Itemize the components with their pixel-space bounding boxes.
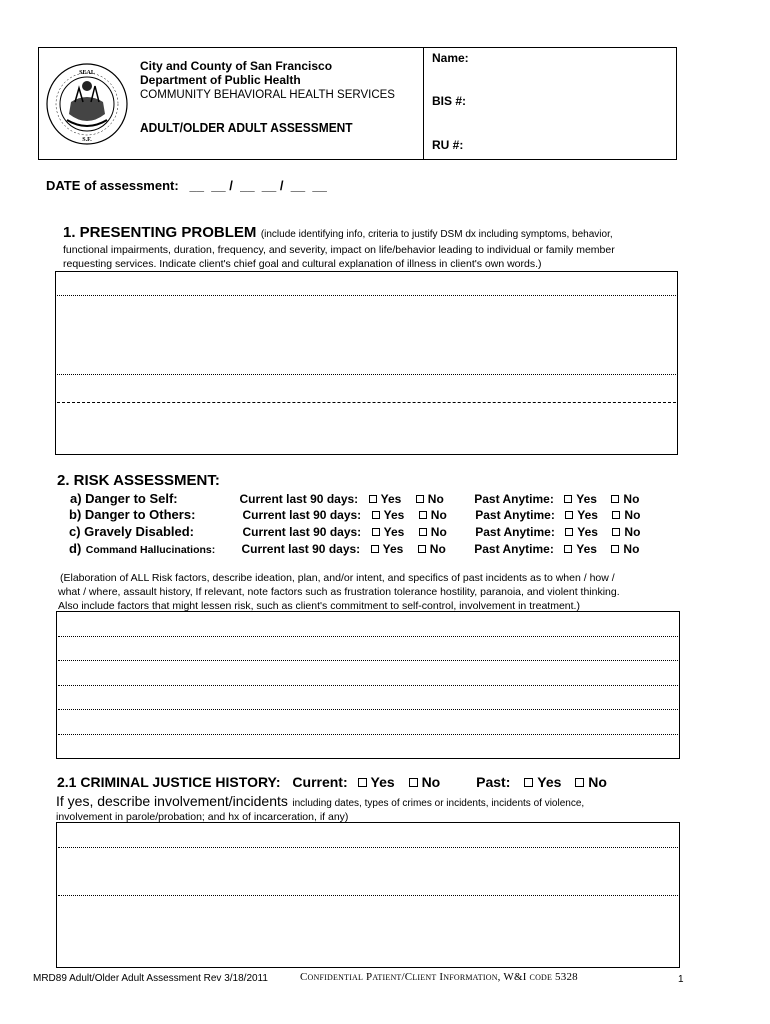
checkbox-icon (358, 778, 367, 787)
section1-line2: functional impairments, duration, frequency, and severity, impact on life/behavior leading to individual or family member (63, 244, 615, 256)
risk-label: a) Danger to Self: (70, 491, 178, 506)
risk-elaboration-line1: (Elaboration of ALL Risk factors, describe ideation, plan, and/or intent, and specifics of past incidents as to when / how / (60, 572, 615, 584)
svg-text:S.F.: S.F. (82, 137, 92, 143)
org-line-dept: Department of Public Health (140, 73, 301, 87)
current-label: Current last 90 days: (242, 525, 362, 539)
risk-label: d) Command Hallucinations: (69, 541, 216, 556)
criminal-past-yes-checkbox[interactable]: Yes (524, 774, 561, 790)
presenting-problem-textbox[interactable] (55, 271, 678, 455)
writing-line (57, 295, 676, 296)
criminal-past-no-checkbox[interactable]: No (575, 774, 607, 790)
past-label: Past Anytime: (475, 525, 555, 539)
bis-field-label[interactable]: BIS #: (432, 94, 467, 108)
confidential-notice: Confidential Patient/Client Information, W&I code 5328 (300, 971, 578, 983)
ru-field-label[interactable]: RU #: (432, 138, 464, 152)
checkbox-icon (524, 778, 533, 787)
describe-heading: If yes, describe involvement/incidents (56, 793, 288, 809)
checkbox-icon (611, 545, 619, 553)
section1-line3: requesting services. Indicate client's chief goal and cultural explanation of illness in client's own words.) (63, 258, 542, 270)
current-yes-checkbox[interactable]: Yes (372, 508, 405, 522)
risk-row-gravely-disabled (69, 523, 640, 541)
criminal-current-label: Current: (292, 774, 348, 790)
describe-line2: involvement in parole/probation; and hx of incarceration, if any) (56, 811, 349, 823)
writing-line (58, 709, 678, 710)
section21-describe (56, 793, 584, 811)
criminal-history-textbox[interactable] (56, 822, 680, 968)
past-no-checkbox[interactable]: No (611, 492, 639, 506)
checkbox-icon (418, 545, 426, 553)
risk-elaboration-line2: what / where, assault history, If relevant, note factors such as frustration tolerance hostility, paranoia, and violent thinking. (58, 586, 620, 598)
writing-line (58, 734, 678, 735)
past-yes-checkbox[interactable]: Yes (565, 508, 598, 522)
writing-line (57, 402, 676, 403)
past-no-checkbox[interactable]: No (611, 542, 639, 556)
writing-line (58, 895, 678, 896)
page-number: 1 (678, 974, 684, 985)
current-yes-checkbox[interactable]: Yes (369, 492, 402, 506)
checkbox-icon (564, 545, 572, 553)
risk-row-others (69, 506, 640, 524)
org-line-city: City and County of San Francisco (140, 59, 333, 73)
name-field-label[interactable]: Name: (432, 51, 469, 65)
risk-elaboration-line3: Also include factors that might lessen risk, such as client's commitment to self-control, involvement in treatment.) (58, 600, 580, 612)
checkbox-icon (371, 545, 379, 553)
section1-note: (include identifying info, criteria to justify DSM dx including symptoms, behavior, (260, 229, 613, 240)
section21-title: 2.1 CRIMINAL JUSTICE HISTORY: (57, 774, 281, 790)
past-no-checkbox[interactable]: No (612, 525, 640, 539)
risk-label: c) Gravely Disabled: (69, 524, 194, 539)
risk-label: b) Danger to Others: (69, 507, 196, 522)
current-no-checkbox[interactable]: No (419, 525, 447, 539)
form-header (38, 47, 677, 160)
past-no-checkbox[interactable]: No (612, 508, 640, 522)
section2-title: 2. RISK ASSESSMENT: (57, 472, 220, 489)
checkbox-icon (419, 528, 427, 536)
risk-row-command-hallucinations (69, 540, 639, 558)
current-label: Current last 90 days: (241, 542, 361, 556)
checkbox-icon (612, 511, 620, 519)
checkbox-icon (565, 528, 573, 536)
risk-elaboration-textbox[interactable] (56, 611, 680, 759)
describe-note: including dates, types of crimes or incidents, incidents of violence, (292, 798, 585, 809)
writing-line (57, 374, 676, 375)
current-label: Current last 90 days: (239, 492, 359, 506)
section1-title: 1. PRESENTING PROBLEM (63, 224, 257, 241)
current-label: Current last 90 days: (242, 508, 362, 522)
checkbox-icon (564, 495, 572, 503)
current-no-checkbox[interactable]: No (419, 508, 447, 522)
header-divider (423, 48, 424, 159)
writing-line (58, 847, 678, 848)
svg-text:SEAL: SEAL (79, 70, 95, 76)
checkbox-icon (372, 511, 380, 519)
date-of-assessment-field[interactable]: DATE of assessment: __ __ / __ __ / __ __ (46, 178, 327, 193)
past-yes-checkbox[interactable]: Yes (564, 542, 597, 556)
past-yes-checkbox[interactable]: Yes (564, 492, 597, 506)
current-yes-checkbox[interactable]: Yes (372, 525, 405, 539)
section1-heading (63, 224, 673, 242)
checkbox-icon (416, 495, 424, 503)
checkbox-icon (419, 511, 427, 519)
current-yes-checkbox[interactable]: Yes (371, 542, 404, 556)
current-no-checkbox[interactable]: No (416, 492, 444, 506)
past-label: Past Anytime: (474, 542, 554, 556)
criminal-current-no-checkbox[interactable]: No (409, 774, 441, 790)
org-line-service: COMMUNITY BEHAVIORAL HEALTH SERVICES (140, 89, 395, 101)
checkbox-icon (611, 495, 619, 503)
writing-line (58, 636, 678, 637)
checkbox-icon (612, 528, 620, 536)
checkbox-icon (372, 528, 380, 536)
criminal-past-label: Past: (476, 774, 511, 790)
writing-line (58, 660, 678, 661)
city-seal-icon (45, 62, 129, 146)
writing-line (58, 685, 678, 686)
past-yes-checkbox[interactable]: Yes (565, 525, 598, 539)
checkbox-icon (565, 511, 573, 519)
form-id: MRD89 Adult/Older Adult Assessment Rev 3/18/2011 (33, 973, 268, 984)
section21-heading (57, 774, 607, 790)
checkbox-icon (575, 778, 584, 787)
past-label: Past Anytime: (475, 508, 555, 522)
checkbox-icon (409, 778, 418, 787)
criminal-current-yes-checkbox[interactable]: Yes (358, 774, 395, 790)
form-title: ADULT/OLDER ADULT ASSESSMENT (140, 120, 353, 135)
checkbox-icon (369, 495, 377, 503)
current-no-checkbox[interactable]: No (418, 542, 446, 556)
past-label: Past Anytime: (474, 492, 554, 506)
organization-block (140, 59, 395, 102)
